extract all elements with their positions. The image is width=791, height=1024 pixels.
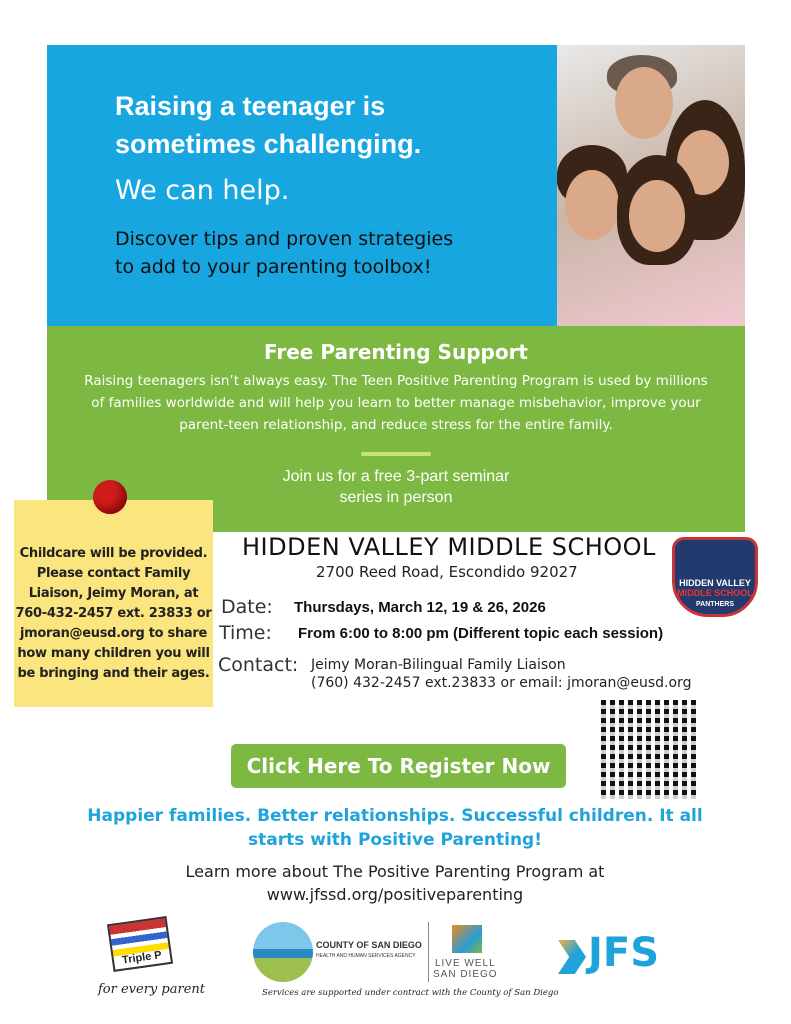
event-date: Thursdays, March 12, 19 & 26, 2026 xyxy=(294,599,546,616)
logo-divider xyxy=(428,922,429,982)
pushpin-icon xyxy=(93,480,127,514)
funding-note: Services are supported under contract with the County of San Diego xyxy=(262,988,559,998)
panther-logo: HIDDEN VALLEY MIDDLE SCHOOL PANTHERS xyxy=(672,537,758,617)
triple-p-slogan: for every parent xyxy=(98,982,205,997)
childcare-text: Childcare will be provided. Please contact Family Liaison, Jeimy Moran, at 760-432-2457 ext. 23833 or jmoran@eusd.org to share how many children you will be bringing and their ages. xyxy=(15,546,212,681)
website-link[interactable]: www.jfssd.org/positiveparenting xyxy=(266,885,524,904)
learn-more: Learn more about The Positive Parenting Program at www.jfssd.org/positiveparenting xyxy=(185,862,605,904)
seminar-invite: Join us for a free 3-part seminar series in person xyxy=(282,468,510,506)
register-button[interactable]: Click Here To Register Now xyxy=(231,744,566,788)
hero-body: Discover tips and proven strategies to add to your parenting toolbox! xyxy=(115,228,454,278)
contact-name: Jeimy Moran-Bilingual Family Liaison xyxy=(311,657,566,673)
contact-info: (760) 432-2457 ext.23833 or email: jmoran@eusd.org xyxy=(311,675,692,691)
school-address: 2700 Reed Road, Escondido 92027 xyxy=(316,563,578,581)
hero-headline: Raising a teenager is sometimes challenging. xyxy=(115,91,422,159)
jfs-logo: JFS xyxy=(588,930,660,976)
contact-label: Contact: xyxy=(218,654,299,676)
divider xyxy=(361,452,431,456)
triple-p-logo: Triple P xyxy=(107,916,173,972)
date-label: Date: xyxy=(221,596,273,618)
hhsa-name: HEALTH AND HUMAN SERVICES AGENCY xyxy=(316,953,416,959)
time-label: Time: xyxy=(219,622,272,644)
county-seal-icon xyxy=(253,922,313,982)
tagline: Happier families. Better relationships. Successful children. It all starts with Positive Parenting! xyxy=(87,806,703,850)
event-time: From 6:00 to 8:00 pm (Different topic each session) xyxy=(298,625,664,642)
live-well-icon xyxy=(452,925,482,953)
support-body: Raising teenagers isn’t always easy. The Teen Positive Parenting Program is used by millions of families worldwide and will help you learn to better manage misbehavior, improve your parent-teen relationship, and reduce stress for the entire family. xyxy=(84,373,708,433)
hero-subhead: We can help. xyxy=(115,175,290,206)
live-well-logo: LIVE WELL SAN DIEGO xyxy=(433,958,498,980)
support-title: Free Parenting Support xyxy=(264,340,528,364)
county-name: COUNTY OF SAN DIEGO xyxy=(316,940,422,950)
family-photo xyxy=(557,45,745,326)
qr-code[interactable] xyxy=(601,700,700,799)
jfs-icon xyxy=(558,940,586,974)
school-name: HIDDEN VALLEY MIDDLE SCHOOL xyxy=(242,533,656,561)
childcare-note xyxy=(14,500,213,707)
